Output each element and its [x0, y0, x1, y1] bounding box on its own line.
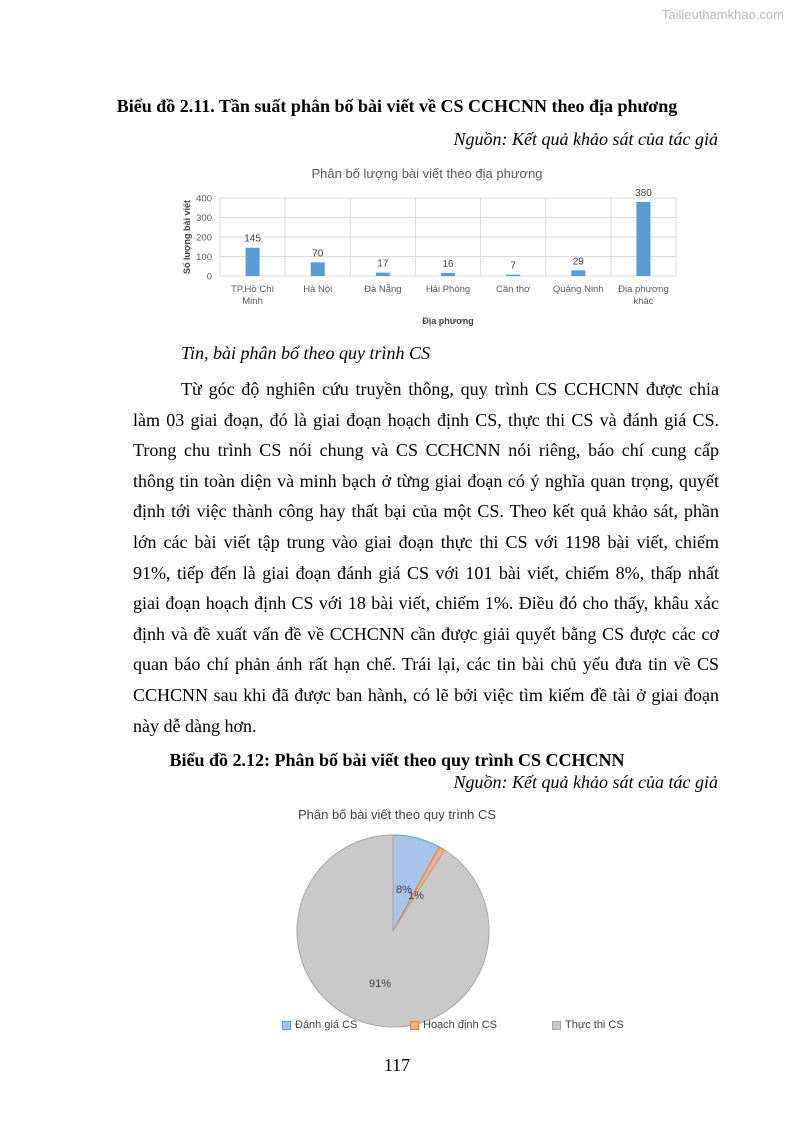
bar-data-label: 16 [442, 258, 454, 270]
legend-item-danh-gia [282, 1019, 357, 1031]
bar-data-label: 17 [377, 258, 389, 270]
legend-item-thuc-thi [552, 1019, 624, 1031]
bar-data-label: 29 [572, 256, 584, 268]
x-tick-label: Quảng Ninh [552, 284, 604, 295]
y-tick-label: 100 [196, 252, 212, 263]
figure-source: Nguồn: Kết quả khảo sát của tác giả [453, 129, 718, 149]
bar-data-label: 380 [635, 187, 652, 199]
x-axis-title: Địa phương [422, 316, 474, 326]
legend-label: Hoạch định CS [423, 1019, 497, 1031]
y-axis-title: Số lượng bài viết [182, 200, 192, 274]
x-tick-label: Hà Nội [303, 284, 333, 295]
pie-chart [0, 830, 794, 1030]
x-tick-label: Đà Nẵng [364, 284, 402, 295]
page-number: 117 [383, 1055, 411, 1075]
bar [376, 273, 390, 276]
legend-label: Đánh giá CS [295, 1019, 358, 1031]
bar [441, 273, 455, 276]
bar [506, 275, 520, 276]
x-tick-label: Hải Phòng [425, 284, 471, 295]
bar [246, 248, 260, 276]
figure-caption-2: Biểu đồ 2.12: Phân bố bài viết theo quy trình CS CCHCNN [169, 750, 625, 770]
pie-chart-title: Phân bố bài viết theo quy trình CS [297, 807, 496, 822]
bar-chart [0, 176, 794, 336]
pie-slice [297, 835, 489, 1027]
bar-data-label: 70 [312, 248, 324, 260]
x-tick-label: Địa phương [618, 284, 669, 295]
y-tick-label: 400 [196, 193, 212, 205]
watermark: Tailieuthamkhao.com [661, 7, 784, 22]
figure-source-2: Nguồn: Kết quả khảo sát của tác giả [453, 772, 718, 792]
bar [311, 262, 325, 276]
bar-data-label: 7 [510, 260, 516, 272]
pie-data-label: 1% [408, 890, 424, 902]
x-tick-label: khác [633, 296, 654, 307]
pie-data-label: 8% [396, 884, 412, 896]
y-tick-label: 0 [206, 271, 212, 283]
section-subheading: Tin, bài phân bổ theo quy trình CS [181, 343, 431, 363]
pie-data-label: 91% [368, 978, 392, 990]
figure-caption: Biểu đồ 2.11. Tần suất phân bố bài viết về CS CCHCNN theo địa phương [116, 96, 678, 116]
legend-swatch [282, 1021, 291, 1030]
legend-item-hoach-dinh [410, 1019, 497, 1031]
legend-swatch [552, 1021, 561, 1030]
bar [636, 202, 650, 276]
y-tick-label: 300 [196, 213, 212, 224]
bar-data-label: 145 [244, 233, 261, 245]
legend-label: Thực thi CS [565, 1019, 624, 1031]
x-tick-label: Cần thơ [496, 284, 531, 295]
bar-chart-title: Phân bố lượng bài viết theo địa phương [311, 166, 543, 181]
bar [571, 270, 585, 276]
x-tick-label: Minh [242, 296, 263, 307]
body-paragraph: Từ góc độ nghiên cứu truyền thông, quy trình CS CCHCNN được chia làm 03 giai đoạn, đó là giai đoạn hoạch định CS, thực thi CS và đánh giá CS. Trong chu trình CS nói chung và CS CCHCNN nói riêng, báo chí cung cấp thông tin toàn diện và minh bạch ở từng giai đoạn có ý nghĩa quan trọng, quyết định tới việc thành công hay thất bại của một CS. Theo kết quả khảo sát, phần lớn các bài viết tập trung vào giai đoạn thực thi CS với 1198 bài viết, chiếm 91%, tiếp đến là giai đoạn đánh giá CS với 101 bài viết, chiếm 8%, thấp nhất giai đoạn hoạch định CS với 18 bài viết, chiếm 1%. Điều đó cho thấy, khâu xác định và đề xuất vấn đề về CCHCNN cần được giải quyết bằng CS được các cơ quan báo chí phản ánh rất hạn chế. Trái lại, các tin bài chủ yếu đưa tin về CS CCHCNN sau khi đã được ban hành, có lẽ bởi việc tìm kiếm đề tài ở giai đoạn này dễ dàng hơn. [133, 379, 719, 736]
y-tick-label: 200 [196, 232, 212, 244]
x-tick-label: TP.Hồ Chí [231, 284, 275, 295]
legend-swatch [410, 1021, 419, 1030]
